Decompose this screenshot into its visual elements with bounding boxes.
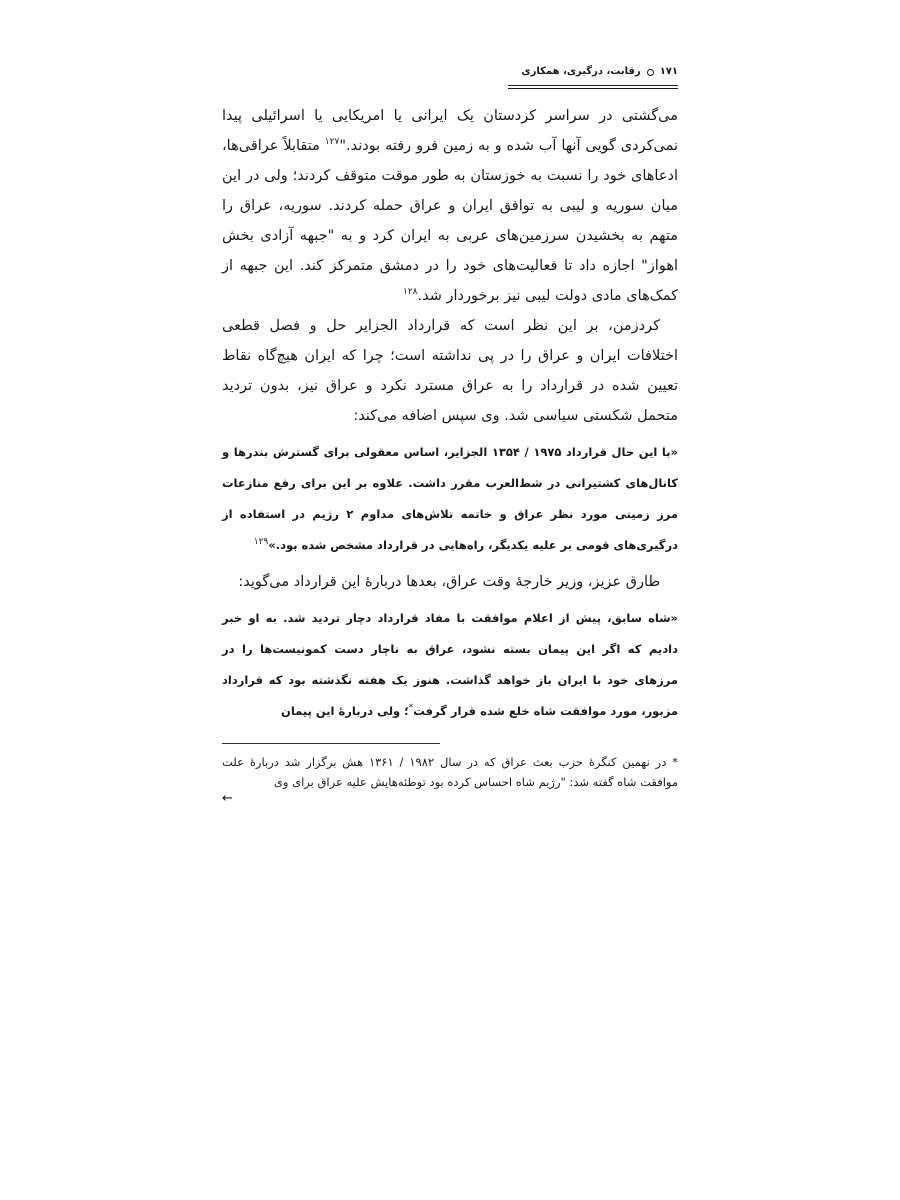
continuation-arrow-icon: ←	[222, 791, 233, 806]
book-page	[222, 60, 678, 806]
endnote-ref-127: ۱۲۷	[324, 137, 340, 148]
paragraph-1	[222, 101, 678, 311]
running-title: رقابت، درگیری، همکاری	[521, 66, 641, 77]
circle-separator-icon	[647, 69, 654, 76]
block-quote-2-text: «شاه سابق، پیش از اعلام موافقت با مفاد قرارداد دچار تردید شد. به او خبر دادیم که اگر این پیمان بسته نشود، عراق به ناچار دست کمونیست‌ها را در مرزهای خود با ایران باز خواهد گذاشت. هنوز یک هفته نگذشته بود که قرارداد مزبور، مورد موافقت شاه خلع شده قرار گرفت	[222, 611, 678, 718]
footnote-star-ref: *	[408, 703, 414, 714]
page-number: ۱۷۱	[659, 66, 678, 77]
paragraph-2: کردزمن، بر این نظر است که قرارداد الجزایر حل و فصل قطعی اختلافات ایران و عراق را در پی نداشته است؛ چرا که ایران هیچ‌گاه نقاط تعیین شده در قرارداد را به عراق مسترد نکرد و عراق نیز، بدون تردید متحمل شکستی سیاسی شد. وی سپس اضافه می‌کند:	[222, 318, 678, 424]
footnote-rule	[222, 743, 440, 744]
paragraph-1-text-cont: متقابلاً عراقی‌ها، ادعاهای خود را نسبت به خوزستان به طور موقت متوقف کردند؛ ولی در این میان سوریه و لیبی به توافق ایران و عراق حمله کردند. سوریه، عراق را متهم به بخشیدن سرزمین‌های عربی به ایران کرد و به "جبهه آزادی بخش اهواز" اجازه داد تا فعالیت‌های خود را در دمشق متمرکز کند. این جبهه از کمک‌های مادی دولت لیبی نیز برخوردار شد.	[222, 138, 678, 304]
endnote-ref-129: ۱۲۹	[253, 537, 269, 548]
paragraph-1-text: می‌گشتی در سراسر کردستان یک ایرانی یا امریکایی یا اسرائیلی پیدا نمی‌کردی گویی آنها آب شده و به زمین فرو رفته بودند."	[222, 108, 678, 154]
footnote: * در نهمین کنگرهٔ حزب بعث عراق که در سال ۱۹۸۲ / ۱۳۶۱ هش برگزار شد دربارهٔ علت موافقت شاه گفته شد: "رژیم شاه احساس کرده بود توطئه‌هایش علیه عراق برای وی	[222, 755, 678, 789]
block-quote-1-text: «با این حال قرارداد ۱۹۷۵ / ۱۳۵۴ الجزایر، اساس معقولی برای گسترش بندرها و کانال‌های کشتیرانی در شط‌العرب مقرر داشت. علاوه بر این برای رفع منازعات مرز زمینی مورد نظر عراق و خاتمه تلاش‌های مداوم ۲ رژیم در استفاده از درگیری‌های قومی بر علیه یکدیگر، راه‌هایی در قرارداد مشخص شده بود.»	[222, 445, 678, 552]
block-quote-2	[222, 603, 678, 727]
endnote-ref-128: ۱۲۸	[403, 287, 418, 298]
block-quote-2-text-cont: ؛ ولی دربارهٔ این پیمان	[281, 704, 409, 718]
header-rule	[508, 85, 678, 89]
paragraph-3: طارق عزیز، وزیر خارجهٔ وقت عراق، بعدها دربارهٔ این قرارداد می‌گوید:	[238, 574, 660, 590]
running-header	[508, 60, 678, 84]
block-quote-1	[222, 437, 678, 561]
